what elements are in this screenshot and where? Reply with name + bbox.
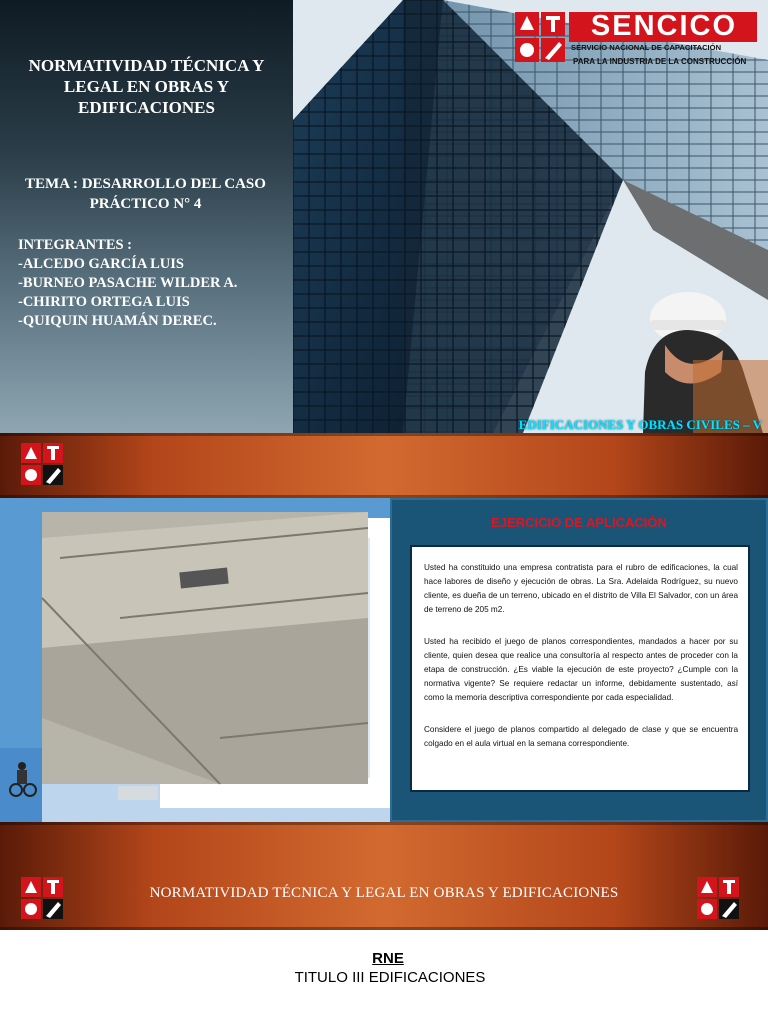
footer-title: NORMATIVIDAD TÉCNICA Y LEGAL EN OBRAS Y EDIFICACIONES — [149, 885, 619, 901]
member-item: -CHIRITO ORTEGA LUIS — [18, 294, 190, 310]
logo-brand: SENCICO — [590, 10, 738, 42]
logo-tagline-1: SERVICIO NACIONAL DE CAPACITACIÓN — [571, 43, 722, 52]
exercise-paragraph: Usted ha recibido el juego de planos correspondientes, mandados a hacer por su cliente, quien desea que realice una consultoría al respecto antes de proceder con la etapa de construcción. ¿Es viable la ejecución de este proyecto? ¿Cumple con la normativa vigente? Se requiere redactar un informe, debidamente sustentado, así como la memoria descriptiva correspondiente por cada especialidad. — [424, 637, 738, 702]
sencico-mini-logo — [21, 443, 65, 487]
cover-title: NORMATIVIDAD TÉCNICA Y LEGAL EN OBRAS Y EDIFICACIONES — [28, 56, 265, 117]
divider-band — [0, 433, 768, 498]
section-heading: RNE — [372, 950, 404, 967]
section-subheading: TITULO III EDIFICACIONES — [294, 969, 486, 986]
sencico-logo — [515, 10, 760, 70]
exercise-panel — [390, 498, 768, 822]
sencico-mini-logo — [21, 877, 65, 921]
sidewalk-photo — [0, 498, 390, 822]
exercise-slide — [0, 498, 768, 822]
member-item: -BURNEO PASACHE WILDER A. — [18, 275, 238, 291]
member-item: -ALCEDO GARCÍA LUIS — [18, 256, 184, 272]
exercise-paragraph: Considere el juego de planos compartido al delegado de clase y que se encuentra colgado en el aula virtual en la semana correspondiente. — [424, 725, 738, 748]
exercise-paragraph: Usted ha constituido una empresa contratista para el rubro de edificaciones, la cual hace labores de diseño y ejecución de obras. La Sra. Adelaida Rodríguez, su nuevo cliente, es dueña de un terreno, ubicado en el distrito de Villa El Salvador, con un área de terreno de 205 m2. — [424, 563, 738, 614]
exercise-title: EJERCICIO DE APLICACIÓN — [491, 515, 667, 530]
footer-band — [0, 822, 768, 930]
members-list — [18, 236, 237, 331]
sencico-mini-logo — [697, 877, 741, 921]
exercise-statement — [410, 545, 750, 792]
members-label: INTEGRANTES : — [18, 237, 133, 253]
course-label: EDIFICACIONES Y OBRAS CIVILES – V — [518, 417, 762, 432]
logo-tagline-2: PARA LA INDUSTRIA DE LA CONSTRUCCIÓN — [573, 57, 747, 66]
cover-text-panel — [0, 0, 293, 433]
cover-topic: TEMA : DESARROLLO DEL CASO PRÁCTICO N° 4 — [25, 176, 266, 212]
cover-slide — [0, 0, 768, 433]
member-item: -QUIQUIN HUAMÁN DEREC. — [18, 313, 217, 329]
